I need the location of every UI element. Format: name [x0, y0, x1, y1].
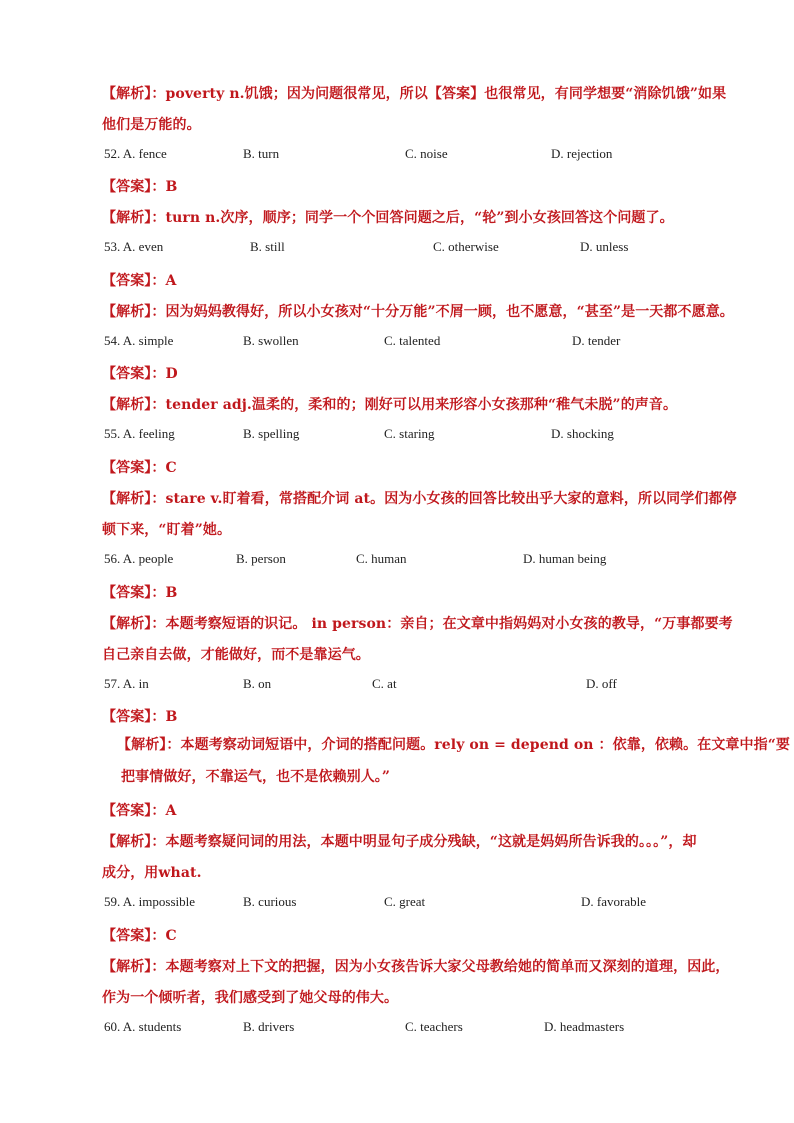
question-57-option-b: B. on [243, 676, 272, 691]
explanation-58-line2: 成分，用what. [102, 865, 202, 881]
question-59-option-c: C. great [384, 894, 426, 909]
question-56-option-d: D. human being [523, 551, 607, 566]
explanation-55-line2: 顿下来，“盯着”她。 [102, 522, 232, 538]
question-54-option-c: C. talented [384, 333, 441, 348]
explanation-59-line2: 作为一个倾听者，我们感受到了她父母的伟大。 [102, 990, 399, 1006]
answer-55: 【答案】：C [102, 460, 177, 476]
question-60-option-b: B. drivers [243, 1019, 295, 1034]
question-54-option-a: 54. A. simple [104, 333, 174, 348]
explanation-57-line1: 【解析】：本题考察动词短语中，介词的搭配问题。rely on = depend on ：依靠，依赖。在文章中指“要 [117, 737, 790, 753]
explanation-57-line2: 把事情做好，不靠运气，也不是依赖别人。” [121, 769, 391, 785]
question-55-option-a: 55. A. feeling [104, 426, 175, 441]
question-53-option-a: 53. A. even [104, 239, 164, 254]
answer-56: 【答案】：B [102, 585, 178, 601]
question-55-option-b: B. spelling [243, 426, 300, 441]
question-55-option-c: C. staring [384, 426, 435, 441]
question-59-option-a: 59. A. impossible [104, 894, 196, 909]
explanation-54: 【解析】：tender adj.温柔的，柔和的；刚好可以用来形容小女孩那种“稚气未脱”的声音。 [102, 397, 678, 413]
explanation-52: 【解析】：turn n.次序，顺序；同学一个个回答问题之后，“轮”到小女孩回答这个问题了。 [102, 210, 674, 226]
question-57-option-c: C. at [372, 676, 397, 691]
question-53-option-d: D. unless [580, 239, 629, 254]
question-52-option-a: 52. A. fence [104, 146, 167, 161]
question-59-option-b: B. curious [243, 894, 297, 909]
explanation-58-line1: 【解析】：本题考察疑问词的用法，本题中明显句子成分残缺，“这就是妈妈所告诉我的。。。”，却 [102, 834, 697, 850]
question-53-option-b: B. still [250, 239, 285, 254]
answer-59: 【答案】：C [102, 928, 177, 944]
question-59-option-d: D. favorable [581, 894, 646, 909]
question-60-option-c: C. teachers [405, 1019, 463, 1034]
question-52-option-d: D. rejection [551, 146, 613, 161]
question-53-option-c: C. otherwise [433, 239, 499, 254]
question-56-option-c: C. human [356, 551, 407, 566]
answer-53: 【答案】：A [102, 273, 177, 289]
explanation-56-line1: 【解析】：本题考察短语的识记。 in person：亲自；在文章中指妈妈对小女孩的教导，“万事都要考 [102, 616, 733, 632]
explanation-51-line1: 【解析】：poverty n.饥饿；因为问题很常见，所以【答案】也很常见，有同学想要“消除饥饿”如果 [102, 86, 727, 102]
explanation-53: 【解析】：因为妈妈教得好，所以小女孩对“十分万能”不屑一顾，也不愿意，“甚至”是一天都不愿意。 [102, 304, 734, 320]
answer-57: 【答案】：B [102, 709, 178, 725]
question-54-option-b: B. swollen [243, 333, 299, 348]
question-56-option-a: 56. A. people [104, 551, 174, 566]
question-52-option-b: B. turn [243, 146, 280, 161]
explanation-59-line1: 【解析】：本题考察对上下文的把握，因为小女孩告诉大家父母教给她的简单而又深刻的道理，因此， [102, 959, 730, 975]
explanation-51-line2: 他们是万能的。 [102, 117, 201, 133]
question-57-option-d: D. off [586, 676, 617, 691]
question-60-option-d: D. headmasters [544, 1019, 625, 1034]
question-52-option-c: C. noise [405, 146, 448, 161]
question-60-option-a: 60. A. students [104, 1019, 182, 1034]
question-54-option-d: D. tender [572, 333, 621, 348]
question-56-option-b: B. person [236, 551, 286, 566]
question-57-option-a: 57. A. in [104, 676, 149, 691]
explanation-55-line1: 【解析】：stare v.盯着看，常搭配介词 at。因为小女孩的回答比较出乎大家的意料，所以同学们都停 [102, 491, 737, 507]
question-55-option-d: D. shocking [551, 426, 614, 441]
answer-58: 【答案】：A [102, 803, 177, 819]
answer-54: 【答案】：D [102, 366, 178, 382]
explanation-56-line2: 自己亲自去做，才能做好，而不是靠运气。 [102, 647, 370, 663]
answer-52: 【答案】：B [102, 179, 178, 195]
